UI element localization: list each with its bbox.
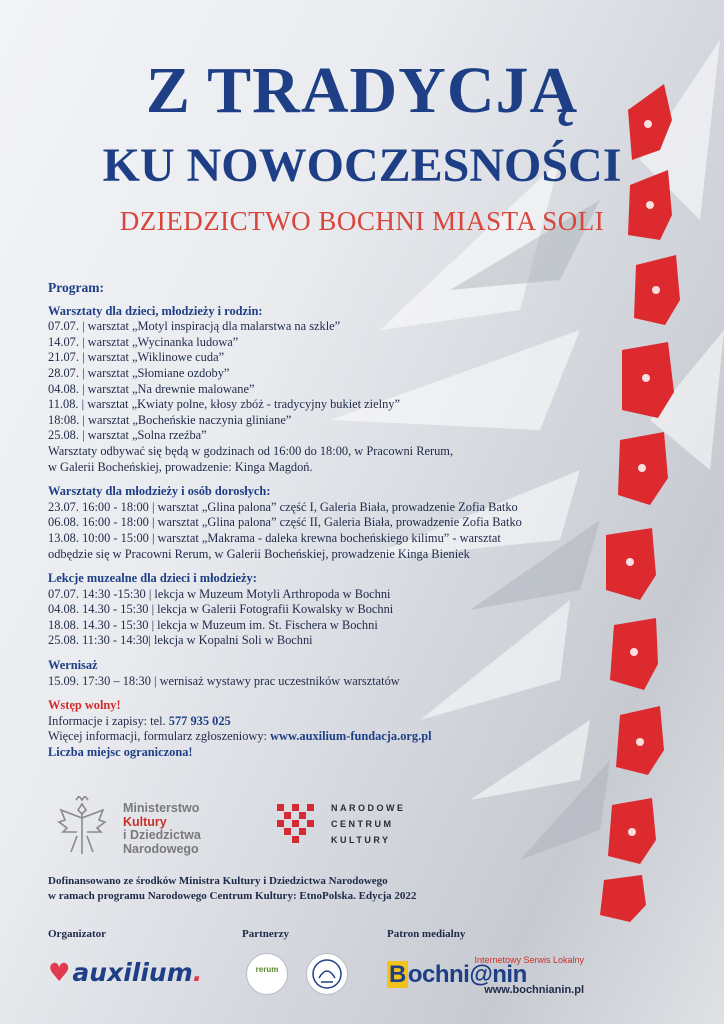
list-item: w Galerii Bocheńskiej, prowadzenie: Kinga Magdoń. <box>48 459 313 474</box>
list-item: 07.07. 14:30 -15:30 | lekcja w Muzeum Motyli Arthropoda w Bochni <box>48 586 391 601</box>
program-section <box>48 280 568 761</box>
free-entry-notice: Wstęp wolny! <box>48 698 121 713</box>
section-title: Wernisaż <box>48 658 98 673</box>
phone-number[interactable]: 577 935 025 <box>168 713 231 728</box>
bochnianin-url[interactable]: www.bochnianin.pl <box>484 984 584 996</box>
list-item: 18.08. 14.30 - 15:30 | lekcja w Muzeum im. St. Fischera w Bochni <box>48 617 378 632</box>
page-title: Z TRADYCJĄ <box>145 54 579 127</box>
list-item: odbędzie się w Pracowni Rerum, w Galerii Bocheńskiej, prowadzenie Kinga Bieniek <box>48 546 470 561</box>
bochnianin-name: Bochni@nin <box>389 961 527 988</box>
program-heading: Program: <box>48 280 104 295</box>
rerum-logo[interactable]: rerum <box>246 953 288 995</box>
more-info-label: Więcej informacji, formularz zgłoszeniowy: <box>48 729 271 744</box>
list-item: 28.07. | warsztat „Słomiane ozdoby” <box>48 365 230 380</box>
nck-logo-icon <box>273 800 317 844</box>
partners-label: Partnerzy <box>242 928 290 940</box>
limited-seats-notice: Liczba miejsc ograniczona! <box>48 745 193 760</box>
nck-logo-text: NARODOWE CENTRUM KULTURY <box>331 803 406 845</box>
website-link[interactable]: www.auxilium-fundacja.org.pl <box>270 729 432 744</box>
heart-icon: ♥ <box>48 958 71 987</box>
list-item: 15.09. 17:30 – 18:30 | wernisaż wystawy prac uczestników warsztatów <box>48 673 400 688</box>
list-item: 23.07. 16:00 - 18:00 | warsztat „Glina palona” część I, Galeria Biała, prowadzenie Zofia Batko <box>48 499 518 514</box>
funding-note: Dofinansowano ze środków Ministra Kultury i Dziedzictwa Narodowego w ramach programu Narodowego Centrum Kultury: EtnoPolska. Edycja 2022 <box>48 875 417 902</box>
more-info-line <box>48 729 568 745</box>
contact-label: Informacje i zapisy: tel. <box>48 713 169 728</box>
badge-emblem-icon <box>307 954 347 994</box>
page-title-line2: KU NOWOCZESNOŚCI <box>102 139 622 192</box>
auxilium-logo[interactable]: ♥auxilium. <box>48 958 203 987</box>
list-item: 13.08. 10:00 - 15:00 | warsztat „Makrama - daleka krewna bocheńskiego kilimu” - warsztat <box>48 530 501 545</box>
contact-line <box>48 714 568 730</box>
media-patron-label: Patron medialny <box>387 928 466 940</box>
list-item: 14.07. | warsztat „Wycinanka ludowa” <box>48 334 239 349</box>
ministry-logo-text: Ministerstwo Kultury i Dziedzictwa Narodowego <box>123 801 201 856</box>
list-item: 21.07. | warsztat „Wiklinowe cuda” <box>48 350 225 365</box>
list-item: 06.08. 16:00 - 18:00 | warsztat „Glina palona” część II, Galeria Biała, prowadzenie Zofia Batko <box>48 515 522 530</box>
bochnianin-logo[interactable] <box>387 955 584 997</box>
section-title: Warsztaty dla dzieci, młodzieży i rodzin: <box>48 303 263 318</box>
list-item: 07.07. | warsztat „Motyl inspiracją dla malarstwa na szkle” <box>48 319 341 334</box>
eagle-emblem-icon <box>55 796 109 858</box>
section-title: Warsztaty dla młodzieży i osób dorosłych: <box>48 484 271 499</box>
list-item: 04.08. | warsztat „Na drewnie malowane” <box>48 381 255 396</box>
partner-badge-icon[interactable] <box>306 953 348 995</box>
page-subtitle: DZIEDZICTWO BOCHNI MIASTA SOLI <box>119 206 605 236</box>
list-item: 25.08. 11:30 - 14:30| lekcja w Kopalni Soli w Bochni <box>48 633 313 648</box>
bochnianin-tagline: Internetowy Serwis Lokalny <box>474 955 584 965</box>
list-item: 11.08. | warsztat „Kwiaty polne, kłosy zbóż - tradycyjny bukiet zielny” <box>48 397 400 412</box>
list-item: Warsztaty odbywać się będą w godzinach od 16:00 do 18:00, w Pracowni Rerum, <box>48 443 454 458</box>
list-item: 18:08. | warsztat „Bocheńskie naczynia gliniane” <box>48 412 292 427</box>
sponsor-logos <box>55 796 455 860</box>
list-item: 04.08. 14.30 - 15:30 | lekcja w Galerii Fotografii Kowalsky w Bochni <box>48 602 394 617</box>
organizer-label: Organizator <box>48 928 107 940</box>
list-item: 25.08. | warsztat „Solna rzeźba” <box>48 428 207 443</box>
section-title: Lekcje muzealne dla dzieci i młodzieży: <box>48 571 257 586</box>
